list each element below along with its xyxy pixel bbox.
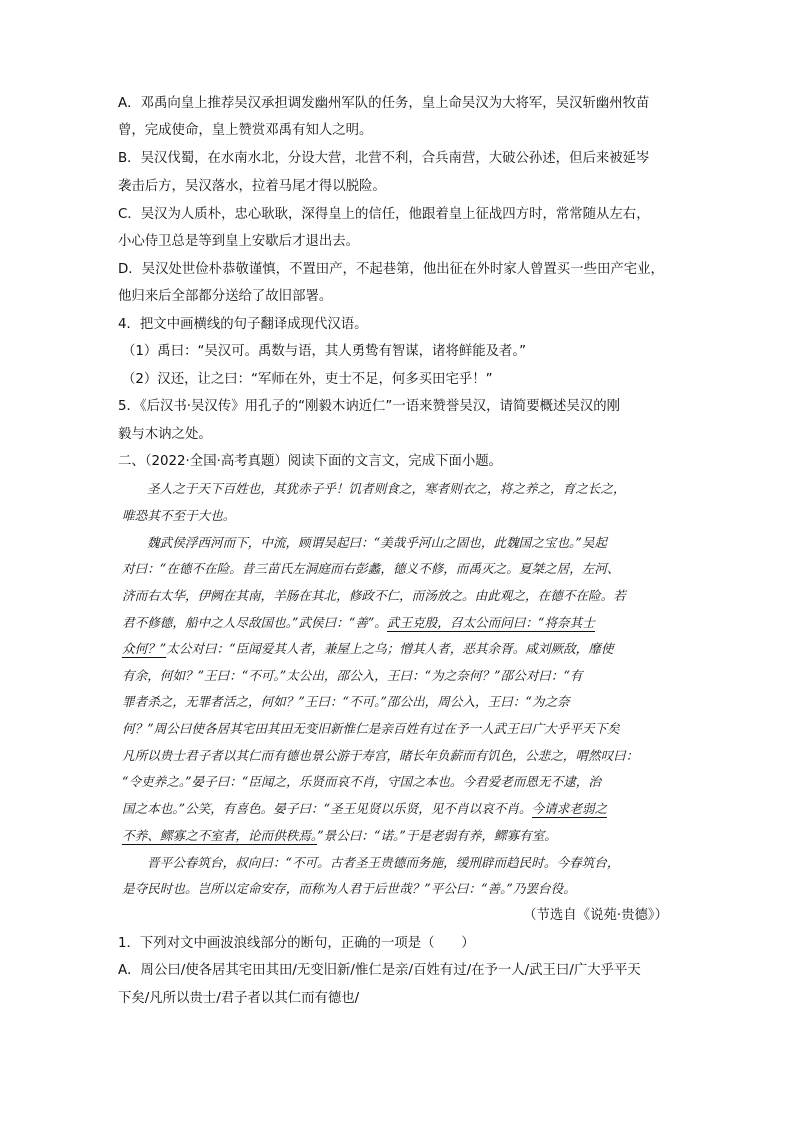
option-d-line-2: 他归来后全部都分送给了故旧部署。: [118, 289, 333, 304]
passage-p2-line-10: “令吏养之。”晏子曰：“臣闻之，乐贤而哀不肖，守国之本也。今君爱老而恩无不逮，治: [122, 774, 601, 789]
passage-p3-line-2: 是夺民时也。岂所以定命安存，而称为人君于后世哉？”平公曰：“善。”乃罢台役。: [122, 881, 576, 896]
passage-text: 太公对曰：“臣闻爱其人者，兼屋上之乌；憎其人者，恶其余胥。咸刘厥敌，靡使: [166, 641, 614, 656]
passage-p2-line-4: [122, 614, 595, 632]
q1-title: 1．下列对文中画波浪线部分的断句，正确的一项是（ ）: [118, 936, 475, 951]
passage-p2-line-12: [122, 827, 557, 845]
option-c-line-2: 小心侍卫总是等到皇上安歇后才退出去。: [118, 234, 360, 249]
passage-p2-line-1: 魏武侯浮西河而下，中流，顾谓吴起曰：“美哉乎河山之固也，此魏国之宝也。”吴起: [147, 535, 607, 550]
q5-line-1: 5．《后汉书·吴汉传》用孔子的“刚毅木讷近仁”一语来赞誉吴汉，请简要概述吴汉的刚: [118, 399, 621, 414]
option-d-line-1: D．吴汉处世俭朴恭敬谨慎，不置田产，不起巷第，他出征在外时家人曾置买一些田产宅业，: [118, 262, 664, 277]
passage-p2-line-9: 凡所以贵士君子者以其仁而有德也景公游于寿宫，睹长年负薪而有饥色，公悲之，喟然叹曰：: [122, 748, 639, 763]
passage-p2-line-7: 罪者杀之，无罪者活之，何如？”王曰：“不可。”邵公出，周公入，王曰：“为之奈: [122, 694, 570, 709]
passage-text: 国之本也。”公笑，有喜色。晏子曰：“圣王见贤以乐贤，见不肖以哀不肖。: [122, 801, 532, 816]
underlined-sentence: 今请求老弱之: [531, 801, 608, 816]
passage-p2-line-2: 对曰：“在德不在险。昔三苗氏左洞庭而右彭蠡，德义不修，而禹灭之。夏桀之居，左河、: [122, 561, 620, 576]
passage-p2-line-11: [122, 800, 607, 818]
passage-text: 君不修德，船中之人尽敌国也。”武侯曰：“善”。: [122, 615, 387, 630]
option-b-line-2: 袭击后方，吴汉落水，拉着马尾才得以脱险。: [118, 179, 386, 194]
option-c-line-1: C．吴汉为人质朴，忠心耿耿，深得皇上的信任，他跟着皇上征战四方时，常常随从左右，: [118, 207, 650, 222]
passage-p1-line-1: 圣人之于天下百姓也，其犹赤子乎！饥者则食之，寒者则衣之，将之养之，育之长之，: [147, 481, 626, 496]
q4-item-2: （2）汉还，让之曰：“军师在外，吏士不足，何多买田宅乎！”: [122, 372, 493, 387]
q4-item-1: （1）禹曰：“吴汉可。禹数与语，其人勇鸷有智谋，诸将鲜能及者。”: [122, 344, 527, 359]
passage-p2-line-3: 济而右太华，伊阙在其南，羊肠在其北，修政不仁，而汤放之。由此观之，在德不在险。若: [122, 588, 626, 603]
underlined-sentence: 众何？”: [122, 641, 167, 656]
underlined-sentence: 武王克殷，召太公而问曰：“将奈其士: [386, 615, 595, 630]
underlined-sentence: 不养、鳏寡之不室者，论而供秩焉。: [122, 828, 318, 843]
option-a-line-1: A．邓禹向皇上推荐吴汉承担调发幽州军队的任务，皇上命吴汉为大将军，吴汉斩幽州牧苗: [118, 96, 650, 111]
passage-text: ”景公曰：“诺。”于是老弱有养，鳏寡有室。: [317, 828, 557, 843]
passage-p1-line-2: 唯恐其不至于大也。: [122, 508, 236, 523]
passage-source: （节选自《说苑·贵德》）: [523, 908, 668, 923]
option-b-line-1: B．吴汉伐蜀，在水南水北，分设大营，北营不利，合兵南营，大破公孙述，但后来被延岑: [118, 151, 650, 166]
q1-option-a-line-1: A．周公曰/使各居其宅田其田/无变旧新/惟仁是亲/百姓有过/在予一人/武王曰/广大乎平天: [118, 963, 641, 978]
q4-title: 4．把文中画横线的句子翻译成现代汉语。: [118, 317, 368, 332]
section2-heading: 二、（2022·全国·高考真题）阅读下面的文言文，完成下面小题。: [118, 454, 503, 469]
q5-line-2: 毅与木讷之处。: [118, 427, 212, 442]
passage-p2-line-6: 有余，何如？”王曰：“不可。”太公出，邵公入，王曰：“为之奈何？”邵公对曰：“有: [122, 668, 583, 683]
option-a-line-2: 曾，完成使命，皇上赞赏邓禹有知人之明。: [118, 123, 373, 138]
passage-p3-line-1: 晋平公春筑台，叔向曰：“不可。古者圣王贵德而务施，缓刑辟而趋民时。今春筑台，: [147, 855, 620, 870]
passage-p2-line-8: 何？”周公曰使各居其宅田其田无变旧新惟仁是亲百姓有过在予一人武王曰广大乎平天下矣: [122, 721, 620, 736]
q1-option-a-line-2: 下矣/凡所以贵士/君子者以其仁而有德也/: [118, 991, 360, 1006]
passage-p2-line-5: [122, 640, 613, 658]
